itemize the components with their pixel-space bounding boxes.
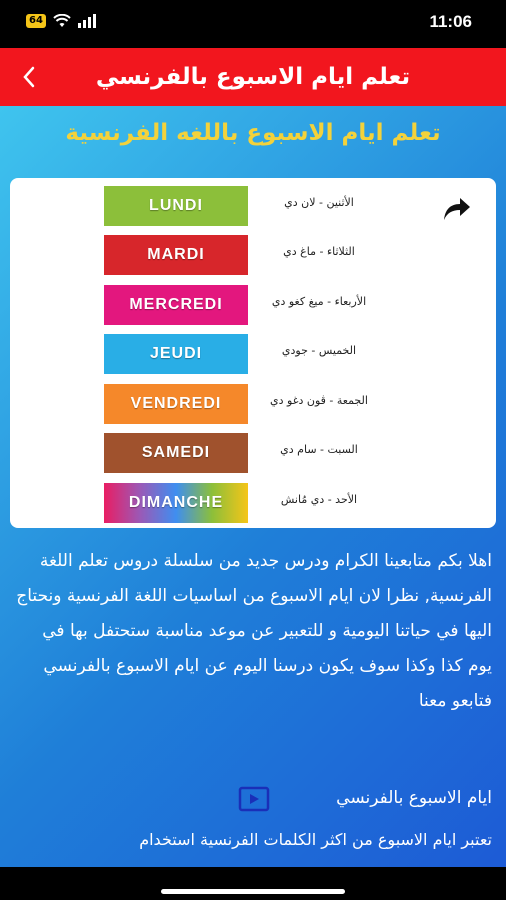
day-label-box: SAMEDI (104, 433, 248, 473)
video-icon[interactable] (238, 786, 270, 812)
day-arabic-label: الثلاثاء - ماغ دي (283, 245, 355, 258)
section-title: ايام الاسبوع بالفرنسي (336, 788, 492, 808)
system-nav-area (0, 867, 506, 900)
day-label-box: MERCREDI (104, 285, 248, 325)
days-card (10, 178, 496, 528)
day-row (104, 285, 404, 325)
day-arabic-label: السبت - سام دي (280, 443, 358, 456)
page-title: تعلم ايام الاسبوع بالفرنسي (95, 64, 411, 90)
day-row (104, 433, 404, 473)
back-button[interactable] (14, 60, 44, 94)
day-arabic-label: الأثنين - لان دي (284, 196, 354, 209)
intro-paragraph: اهلا بكم متابعينا الكرام ودرس جديد من سلسلة دروس تعلم اللغة الفرنسية, نظرا لان ايام الاسبوع من اساسيات اللغة الفرنسية ونحتاج اليها في حياتنا اليومية و للتعبير عن موعد مناسبة ستحتفل بها في يوم كذا وكذا سوف يكون درسنا اليوم عن ايام الاسبوع بالفرنسي فتابعو معنا (16, 551, 492, 711)
day-label-box: LUNDI (104, 186, 248, 226)
day-arabic-label: الأحد - دي مُانش (280, 493, 358, 506)
section-paragraph: تعتبر ايام الاسبوع من اكثر الكلمات الفرنسية استخدام (139, 830, 492, 849)
day-label-box: JEUDI (104, 334, 248, 374)
day-arabic-label: الخميس - جودي (281, 344, 357, 357)
day-row (104, 483, 404, 523)
day-label-box: VENDREDI (104, 384, 248, 424)
lesson-content[interactable] (0, 106, 506, 867)
app-bar (0, 48, 506, 106)
day-label-box: DIMANCHE (104, 483, 248, 523)
day-label-box: MARDI (104, 235, 248, 275)
day-arabic-label: الأربعاء - ميغ كغو دي (271, 295, 367, 308)
day-row (104, 186, 404, 226)
day-row (104, 235, 404, 275)
day-row (104, 334, 404, 374)
status-bar (0, 0, 506, 48)
section-header (14, 786, 492, 816)
day-row (104, 384, 404, 424)
share-icon[interactable] (442, 196, 472, 222)
wifi-icon (53, 14, 71, 28)
battery-indicator: 64 (26, 14, 46, 28)
day-arabic-label: الجمعة - ڤون دغو دي (270, 394, 368, 407)
chevron-left-icon (22, 66, 36, 88)
lesson-heading: تعلم ايام الاسبوع باللغه الفرنسية (65, 120, 441, 146)
status-icons (26, 14, 100, 28)
status-time: 11:06 (429, 12, 472, 31)
home-indicator[interactable] (161, 889, 345, 894)
signal-icon (78, 14, 100, 28)
